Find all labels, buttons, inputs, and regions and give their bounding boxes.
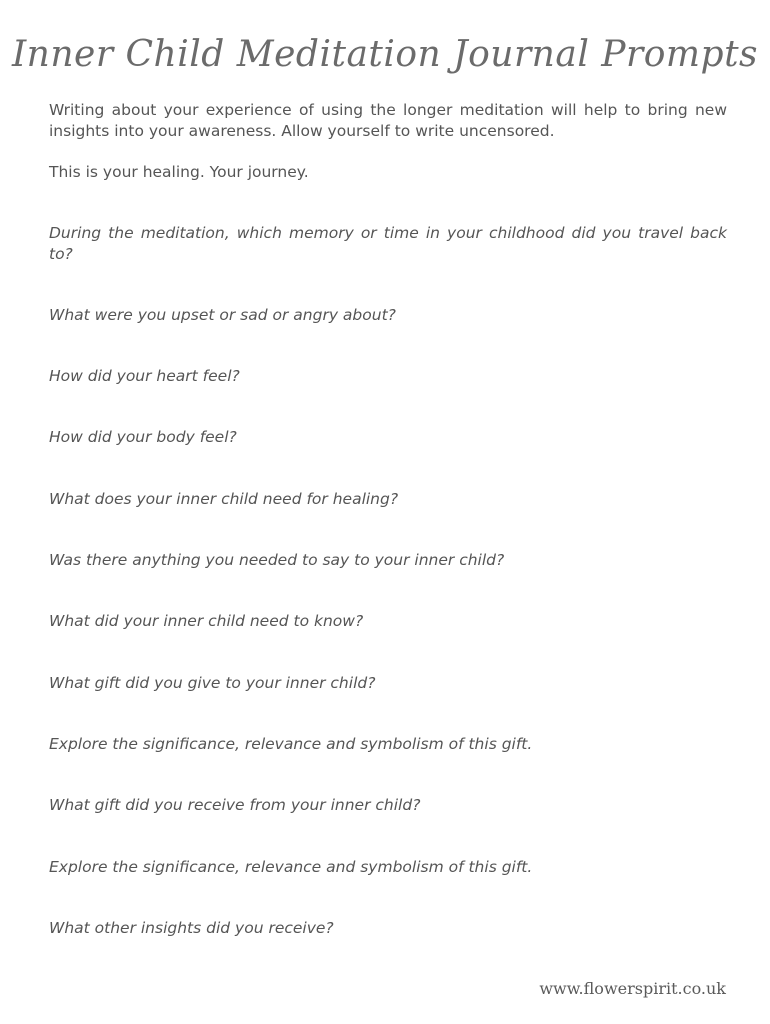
journal-prompt: During the meditation, which memory or time in your childhood did you travel back to? <box>49 224 727 263</box>
journal-prompt: Was there anything you needed to say to your inner child? <box>49 551 505 569</box>
intro-subtitle: This is your healing. Your journey. <box>49 163 309 181</box>
footer-website-link[interactable]: www.flowerspirit.co.uk <box>539 979 726 998</box>
journal-prompt: Explore the significance, relevance and symbolism of this gift. <box>49 735 533 753</box>
intro-paragraph: Writing about your experience of using the longer meditation will help to bring new insights into your awareness. Allow yourself to write uncensored. <box>49 101 727 140</box>
journal-prompt: How did your body feel? <box>49 428 237 446</box>
journal-prompt: What does your inner child need for healing? <box>49 490 399 508</box>
journal-prompt: What gift did you receive from your inner child? <box>49 796 421 814</box>
page-title: Inner Child Meditation Journal Prompts <box>11 34 759 75</box>
journal-prompt: What other insights did you receive? <box>49 919 334 937</box>
journal-prompt: How did your heart feel? <box>49 367 240 385</box>
journal-prompt: What did your inner child need to know? <box>49 612 364 630</box>
journal-prompt: What were you upset or sad or angry about? <box>49 306 396 324</box>
journal-prompt: What gift did you give to your inner child? <box>49 674 376 692</box>
journal-prompt: Explore the significance, relevance and symbolism of this gift. <box>49 858 533 876</box>
